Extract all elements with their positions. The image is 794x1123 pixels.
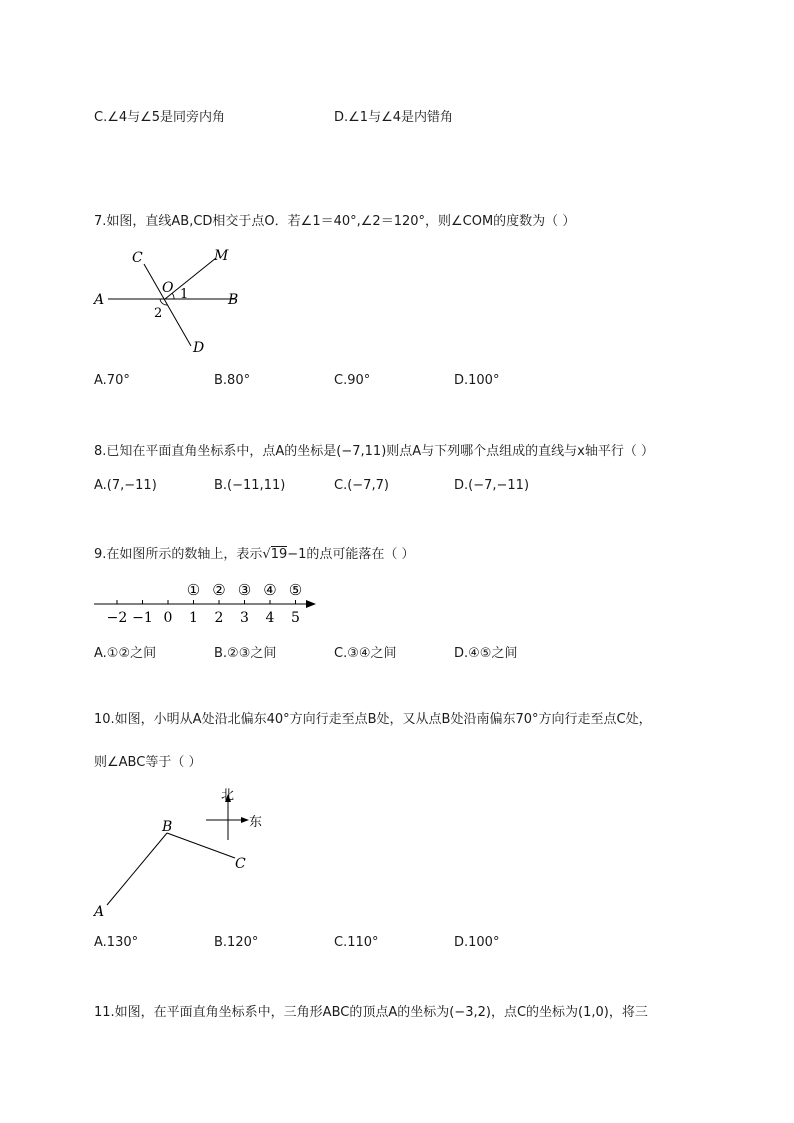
segment-ab [107,833,167,905]
tick-label: 2 [214,610,224,626]
label-o: O [162,280,174,296]
label-angle-1: 1 [180,287,189,302]
q7-stem: 7.如图，直线AB,CD相交于点O．若∠1＝40°,∠2＝120°，则∠COM的度数为（ ） [94,214,576,229]
q9-number-line [88,576,324,628]
q9-option-c: C.③④之间 [334,646,397,661]
label-b: B [162,819,173,835]
label-a: A [94,904,105,920]
label-c: C [132,250,143,266]
q9-option-d: D.④⑤之间 [454,646,518,661]
q7-option-d: D.100° [454,373,500,388]
circled-marker: ② [212,581,226,599]
tick-label: 5 [291,610,300,626]
q6-option-c: C.∠4与∠5是同旁内角 [94,110,226,125]
q10-option-a: A.130° [94,935,139,950]
east-arrow [241,817,249,823]
label-c: C [235,856,246,872]
q8-option-d: D.(−7,−11) [454,478,530,493]
q9-stem-prefix: 9.在如图所示的数轴上，表示 [94,547,263,562]
q7-option-a: A.70° [94,373,130,388]
q10-stem-line2: 则∠ABC等于（ ） [94,755,202,770]
circled-marker: ⑤ [288,581,303,599]
tick-label: 4 [265,610,275,626]
q9-option-b: B.②③之间 [214,646,277,661]
circled-marker: ③ [237,581,252,599]
q7-option-c: C.90° [334,373,371,388]
q6-option-d: D.∠1与∠4是内错角 [334,110,453,125]
tick-label: 3 [240,610,249,626]
label-d: D [193,340,205,356]
label-east: 东 [249,815,263,830]
q10-option-d: D.100° [454,935,500,950]
q10-option-b: B.120° [214,935,259,950]
label-b: B [228,292,239,308]
q10-stem-line1: 10.如图，小明从A处沿北偏东40°方向行走至点B处，又从点B处沿南偏东70°方向行走至点C处， [94,712,652,727]
q7-figure [88,242,258,357]
q9-stem [94,543,415,562]
label-m: M [214,248,229,264]
tick-label: −1 [132,610,153,626]
q8-option-c: C.(−7,7) [334,478,389,493]
q10-figure [88,780,288,922]
segment-bc [167,833,235,858]
q10-option-c: C.110° [334,935,379,950]
sqrt-sign: √ [262,547,271,562]
circled-markers [187,581,302,599]
circled-marker: ① [186,581,201,599]
q7-option-b: B.80° [214,373,251,388]
q8-option-a: A.(7,−11) [94,478,157,493]
tick-label: 1 [189,610,198,626]
axis-arrow [306,600,316,608]
label-angle-2: 2 [154,306,163,321]
label-north: 北 [221,788,235,803]
circled-marker: ④ [263,581,277,599]
q11-stem: 11.如图，在平面直角坐标系中，三角形ABC的顶点A的坐标为(−3,2)，点C的坐标为(1,0)，将三 [94,1005,648,1020]
q9-option-a: A.①②之间 [94,646,157,661]
q9-stem-suffix: −1的点可能落在（ ） [287,547,415,562]
sqrt-radicand: 19 [270,547,288,562]
label-a: A [94,292,105,308]
tick-label: −2 [106,610,128,626]
tick-label: 0 [163,610,173,626]
q8-option-b: B.(−11,11) [214,478,286,493]
q8-stem: 8.已知在平面直角坐标系中，点A的坐标是(−7,11)则点A与下列哪个点组成的直线与x轴平行（ ） [94,444,654,459]
